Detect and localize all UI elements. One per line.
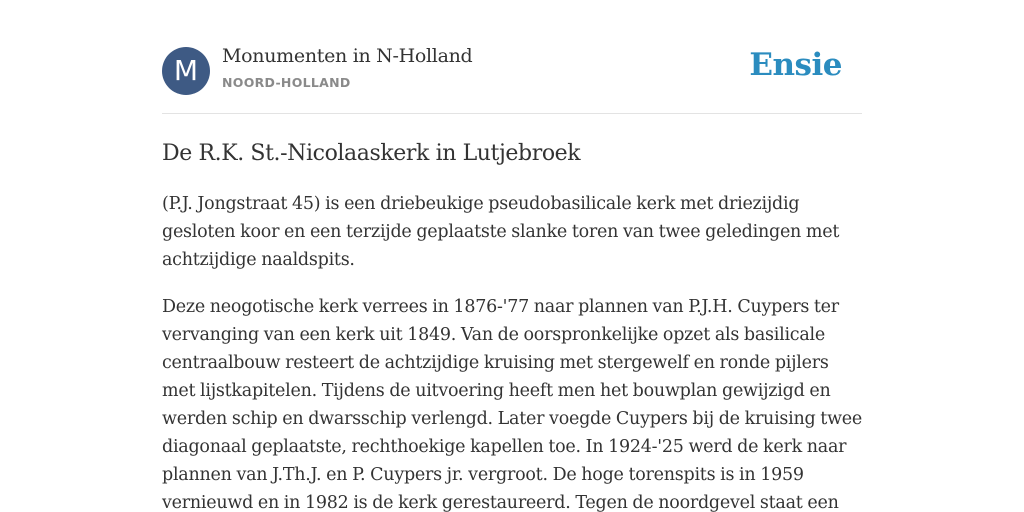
article-title: De R.K. St.-Nicolaaskerk in Lutjebroek bbox=[162, 141, 581, 166]
brand-logo[interactable]: Ensie bbox=[749, 47, 842, 83]
collection-subtitle[interactable]: NOORD-HOLLAND bbox=[222, 75, 351, 90]
avatar[interactable]: M bbox=[162, 47, 210, 95]
article-paragraph: (P.J. Jongstraat 45) is een driebeukige pseudobasilicale kerk met driezijdig gesloten koor en een terzijde geplaatste slanke toren van twee geledingen met achtzijdige naaldspits. bbox=[162, 194, 840, 270]
article-paragraph: Deze neogotische kerk verrees in 1876-'77 naar plannen van P.J.H. Cuypers ter vervanging van een kerk uit 1849. Van de oorspronkelijke opzet als basilicale centraalbouw resteert de achtzijdige kruising met stergewelf en ronde pijlers met lijstkapitelen. Tijdens de uitvoering heeft men het bouwplan gewijzigd en werden schip en dwarsschip verlengd. Later voegde Cuypers bij de kruising twee diagonaal geplaatste, rechthoekige kapellen toe. In 1924-'25 werd de kerk naar plannen van J.Th.J. en P. Cuypers jr. vergroot. De hoge torenspits is in 1959 vernieuwd en in 1982 is de kerk gerestaureerd. Tegen de noordgevel staat een bbox=[162, 297, 863, 512]
page bbox=[162, 0, 862, 512]
collection-title[interactable]: Monumenten in N-Holland bbox=[222, 45, 473, 67]
header bbox=[162, 0, 862, 114]
